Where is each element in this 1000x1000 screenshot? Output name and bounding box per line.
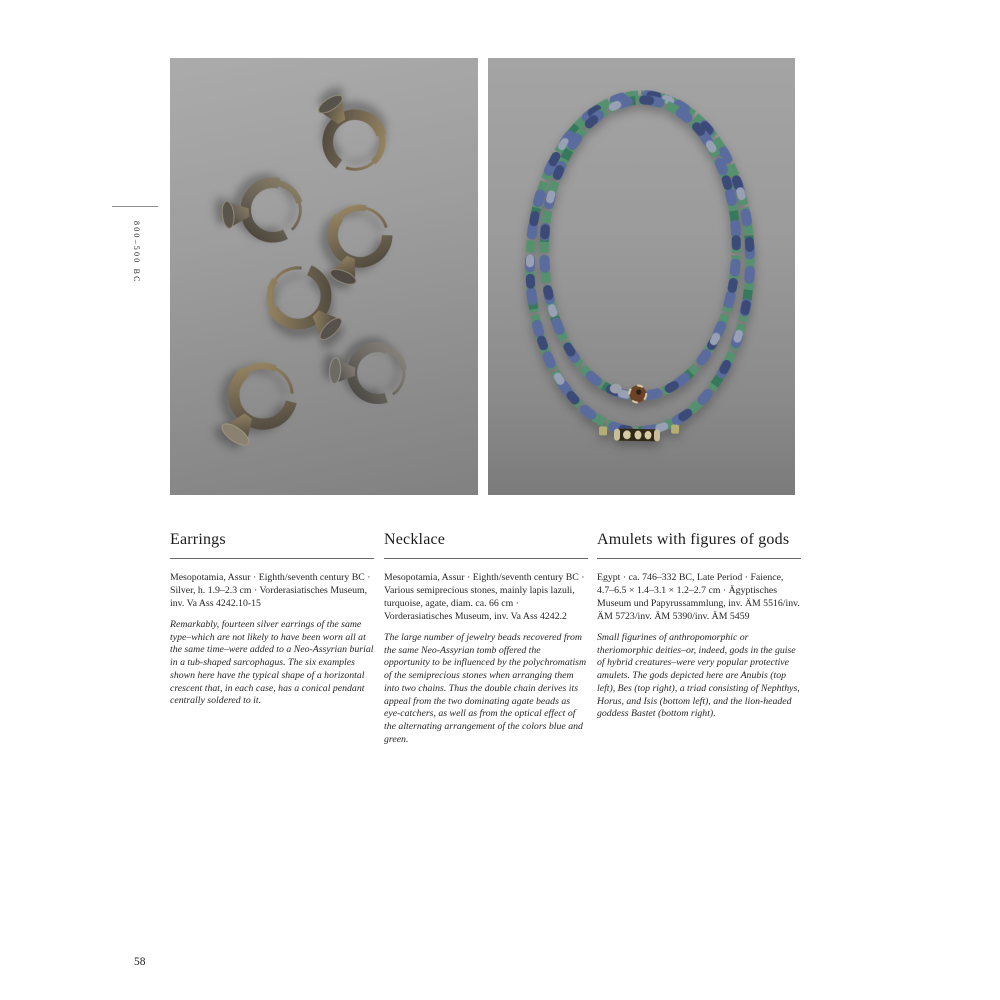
entry-amulets [597, 531, 801, 721]
entry-rule [597, 558, 801, 559]
spine-rule [112, 206, 158, 207]
necklace-photo [488, 58, 795, 495]
entry-rule [384, 558, 588, 559]
earrings-illustration [170, 58, 478, 495]
earring [220, 180, 304, 242]
page-number: 58 [134, 956, 146, 968]
earring [316, 199, 396, 292]
spine-period-label: 800–500 BC [132, 221, 141, 284]
entry-description: Remarkably, fourteen silver earrings of the same type–which are not likely to have been worn all at the same time–were added to a Neo-Assyrian burial in a tub-shaped sarcophagus. The six examples shown here have the typical shape of a horizontal crescent that, in each case, has a conical pendant centrally soldered to it. [170, 619, 374, 707]
earring [304, 84, 392, 179]
entry-necklace [384, 531, 588, 746]
entry-caption: Egypt · ca. 746–332 BC, Late Period · Faience, 4.7–6.5 × 1.4–3.1 × 1.2–2.7 cm · Ägyptisches Museum und Papyrussammlung, inv. ÄM 5516/inv. ÄM 5723/inv. ÄM 5390/inv. ÄM 5459 [597, 572, 800, 622]
necklace-illustration [488, 58, 795, 495]
earring [328, 344, 405, 400]
entry-description: Small figurines of anthropomorphic or theriomorphic deities–or, indeed, gods in the guise of hybrid creatures–were very popular protective amulets. The gods depicted here are Anubis (top left), Bes (top right), a triad consisting of Nephthys, Horus, and Isis (bottom left), and the lion-headed goddess Bastet (bottom right). [597, 632, 800, 720]
earring [208, 354, 304, 456]
entry-title: Earrings [170, 531, 226, 548]
entry-caption: Mesopotamia, Assur · Eighth/seventh century BC · Various semiprecious stones, mainly lapis lazuli, turquoise, agate, diam. ca. 66 cm · Vorderasiatisches Museum, inv. Va Ass 4242.2 [384, 572, 585, 622]
entry-title: Necklace [384, 531, 446, 548]
earrings-photo [170, 58, 478, 495]
entry-rule [170, 558, 374, 559]
entry-description: The large number of jewelry beads recovered from the same Neo-Assyrian tomb offered the opportunity to be influenced by the polychromatism of the semiprecious stones when arranging them into two chains. Thus the double chain derives its appeal from the two dominating agate beads as eye-catchers, as well as from the optical effect of the alternating arrangement of the colors blue and green. [384, 632, 587, 745]
entry-earrings [170, 531, 374, 708]
entry-title: Amulets with figures of gods [597, 531, 790, 548]
inner-strand [542, 98, 739, 397]
entry-caption: Mesopotamia, Assur · Eighth/seventh century BC · Silver, h. 1.9–2.3 cm · Vorderasiatisches Museum, inv. Va Ass 4242.10-15 [170, 572, 371, 609]
necklace [527, 93, 753, 443]
outer-strand [527, 93, 753, 433]
